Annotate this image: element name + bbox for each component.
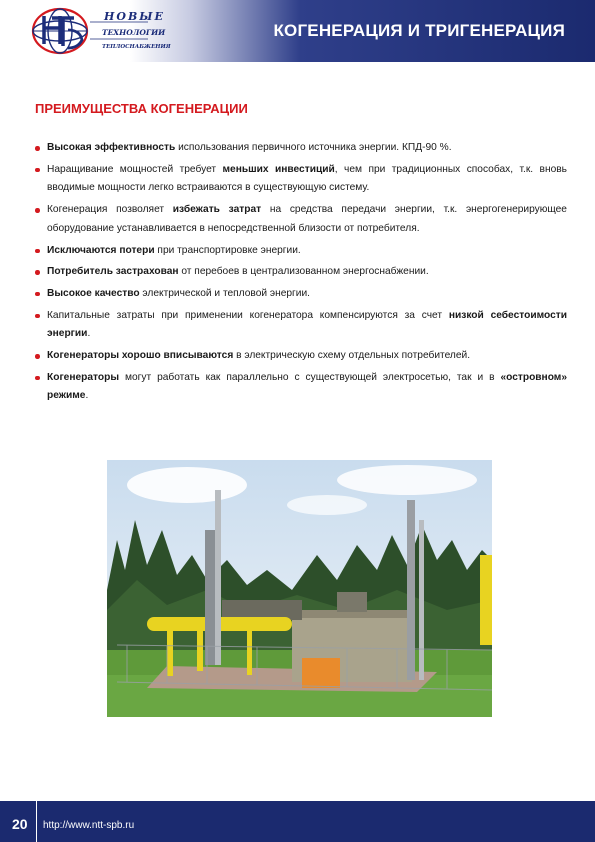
bold-text: Когенераторы xyxy=(47,371,120,383)
advantages-list xyxy=(35,139,567,409)
company-logo xyxy=(30,4,171,59)
text: Наращивание мощностей требует xyxy=(47,163,223,175)
section-title: ПРЕИМУЩЕСТВА КОГЕНЕРАЦИИ xyxy=(35,101,248,116)
text: использования первичного источника энергии. КПД-90 %. xyxy=(175,142,452,153)
text: . xyxy=(85,390,89,402)
text: , чем при традиционных способах, т.к. вновь вводимые мощности легко встраиваются в существующую систему. xyxy=(47,163,567,194)
bold-text: Потребитель застрахован xyxy=(47,266,179,278)
list-item xyxy=(35,139,567,158)
logo-text-line2: ТЕХНОЛОГИИ xyxy=(102,28,166,37)
bold-text: низкой себестоимости энергии xyxy=(47,309,568,340)
page-title: КОГЕНЕРАЦИЯ И ТРИГЕНЕРАЦИЯ xyxy=(273,21,565,40)
text: Капитальные затраты при применении когенератора компенсируются за счет xyxy=(47,309,449,321)
list-item xyxy=(35,369,567,406)
text: при транспортировке энергии. xyxy=(154,244,301,256)
text: от перебоев в централизованном энергоснабжении. xyxy=(178,266,429,278)
bullet-icon xyxy=(35,292,40,297)
bullet-icon xyxy=(35,354,40,359)
bullet-icon xyxy=(35,376,40,381)
text: могут работать как параллельно с существующей электросетью, так и в xyxy=(119,371,501,383)
bold-text: Высокое качество xyxy=(47,287,140,299)
page-footer xyxy=(0,801,595,842)
list-item xyxy=(35,242,567,261)
bullet-icon xyxy=(35,249,40,254)
list-item xyxy=(35,161,567,198)
text: в электрическую схему отдельных потребителей. xyxy=(233,350,471,362)
page-header xyxy=(0,0,595,62)
list-item xyxy=(35,285,567,304)
page-number: 20 xyxy=(12,816,28,832)
bold-text: Когенераторы хорошо вписываются xyxy=(47,350,234,362)
list-item xyxy=(35,347,567,366)
website-link[interactable]: http://www.ntt-spb.ru xyxy=(43,820,135,831)
bold-text: Исключаются потери xyxy=(47,244,155,256)
text: на средства передачи энергии, т.к. энергогенерирующее оборудование устанавливается в непосредственной близости от потребителя. xyxy=(47,204,567,234)
bullet-icon xyxy=(35,314,40,319)
bold-text: Высокая эффективность xyxy=(47,142,176,153)
footer-divider xyxy=(36,801,37,842)
text: Когенерация позволяет xyxy=(47,204,173,216)
bullet-icon xyxy=(35,146,40,151)
bold-text: избежать затрат xyxy=(172,204,262,216)
list-item xyxy=(35,263,567,282)
bold-text: «островном» режиме xyxy=(47,371,567,402)
list-item xyxy=(35,201,567,238)
bold-text: меньших инвестиций xyxy=(222,163,335,175)
text: электрической и тепловой энергии. xyxy=(139,287,310,299)
bullet-icon xyxy=(35,168,40,173)
cogeneration-plant-photo xyxy=(107,460,492,717)
list-item xyxy=(35,307,567,344)
bullet-icon xyxy=(35,208,40,213)
bullet-icon xyxy=(35,270,40,275)
logo-text-line3: ТЕПЛОСНАБЖЕНИЯ xyxy=(102,44,171,50)
text: . xyxy=(87,328,91,340)
logo-text-line1: НОВЫЕ xyxy=(104,10,165,23)
